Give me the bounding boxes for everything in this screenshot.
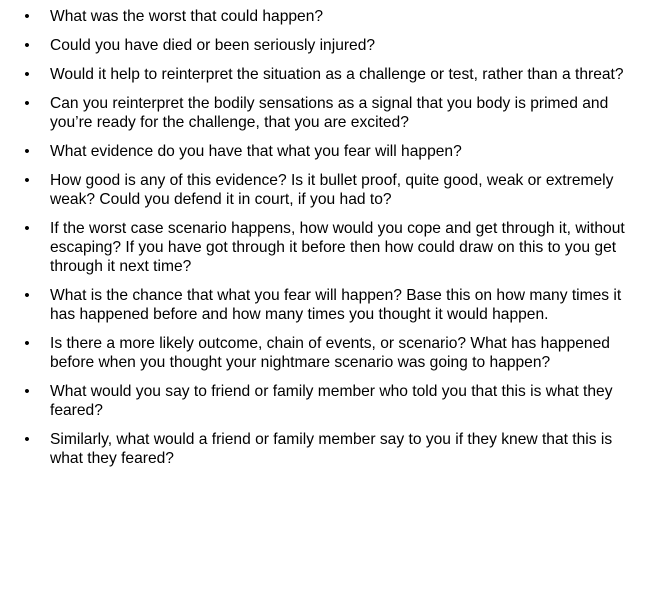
bullet-icon: • bbox=[24, 8, 30, 25]
list-item bbox=[0, 286, 661, 324]
question-list bbox=[0, 7, 661, 478]
bullet-icon: • bbox=[24, 172, 30, 189]
list-item bbox=[0, 142, 661, 161]
bullet-icon: • bbox=[24, 37, 30, 54]
question-text: Would it help to reinterpret the situation as a challenge or test, rather than a threat? bbox=[50, 66, 624, 83]
bullet-icon: • bbox=[24, 220, 30, 237]
bullet-icon: • bbox=[24, 383, 30, 400]
question-text: Could you have died or been seriously injured? bbox=[50, 37, 376, 54]
bullet-icon: • bbox=[24, 143, 30, 160]
question-text: What evidence do you have that what you fear will happen? bbox=[50, 143, 462, 160]
list-item bbox=[0, 334, 661, 372]
list-item bbox=[0, 171, 661, 209]
question-text: Similarly, what would a friend or family member say to you if they knew that this is what they feared? bbox=[50, 431, 613, 467]
list-item bbox=[0, 7, 661, 26]
question-text: How good is any of this evidence? Is it bullet proof, quite good, weak or extremely weak? Could you defend it in court, if you had to? bbox=[50, 172, 614, 208]
question-text: If the worst case scenario happens, how would you cope and get through it, without escaping? If you have got through it before then how could draw on this to you get through it next time? bbox=[50, 220, 625, 275]
list-item bbox=[0, 219, 661, 276]
bullet-icon: • bbox=[24, 431, 30, 448]
bullet-icon: • bbox=[24, 95, 30, 112]
question-text: Is there a more likely outcome, chain of events, or scenario? What has happened before when you thought your nightmare scenario was going to happen? bbox=[50, 335, 610, 371]
question-text: Can you reinterpret the bodily sensations as a signal that you body is primed and you’re ready for the challenge, that you are excited? bbox=[50, 95, 609, 131]
list-item bbox=[0, 36, 661, 55]
question-text: What would you say to friend or family member who told you that this is what they feared? bbox=[50, 383, 613, 419]
list-item bbox=[0, 65, 661, 84]
list-item bbox=[0, 94, 661, 132]
bullet-icon: • bbox=[24, 287, 30, 304]
bullet-icon: • bbox=[24, 335, 30, 352]
question-text: What was the worst that could happen? bbox=[50, 8, 324, 25]
list-item bbox=[0, 430, 661, 468]
list-item bbox=[0, 382, 661, 420]
bullet-icon: • bbox=[24, 66, 30, 83]
question-text: What is the chance that what you fear will happen? Base this on how many times it has happened before and how many times you thought it would happen. bbox=[50, 287, 622, 323]
